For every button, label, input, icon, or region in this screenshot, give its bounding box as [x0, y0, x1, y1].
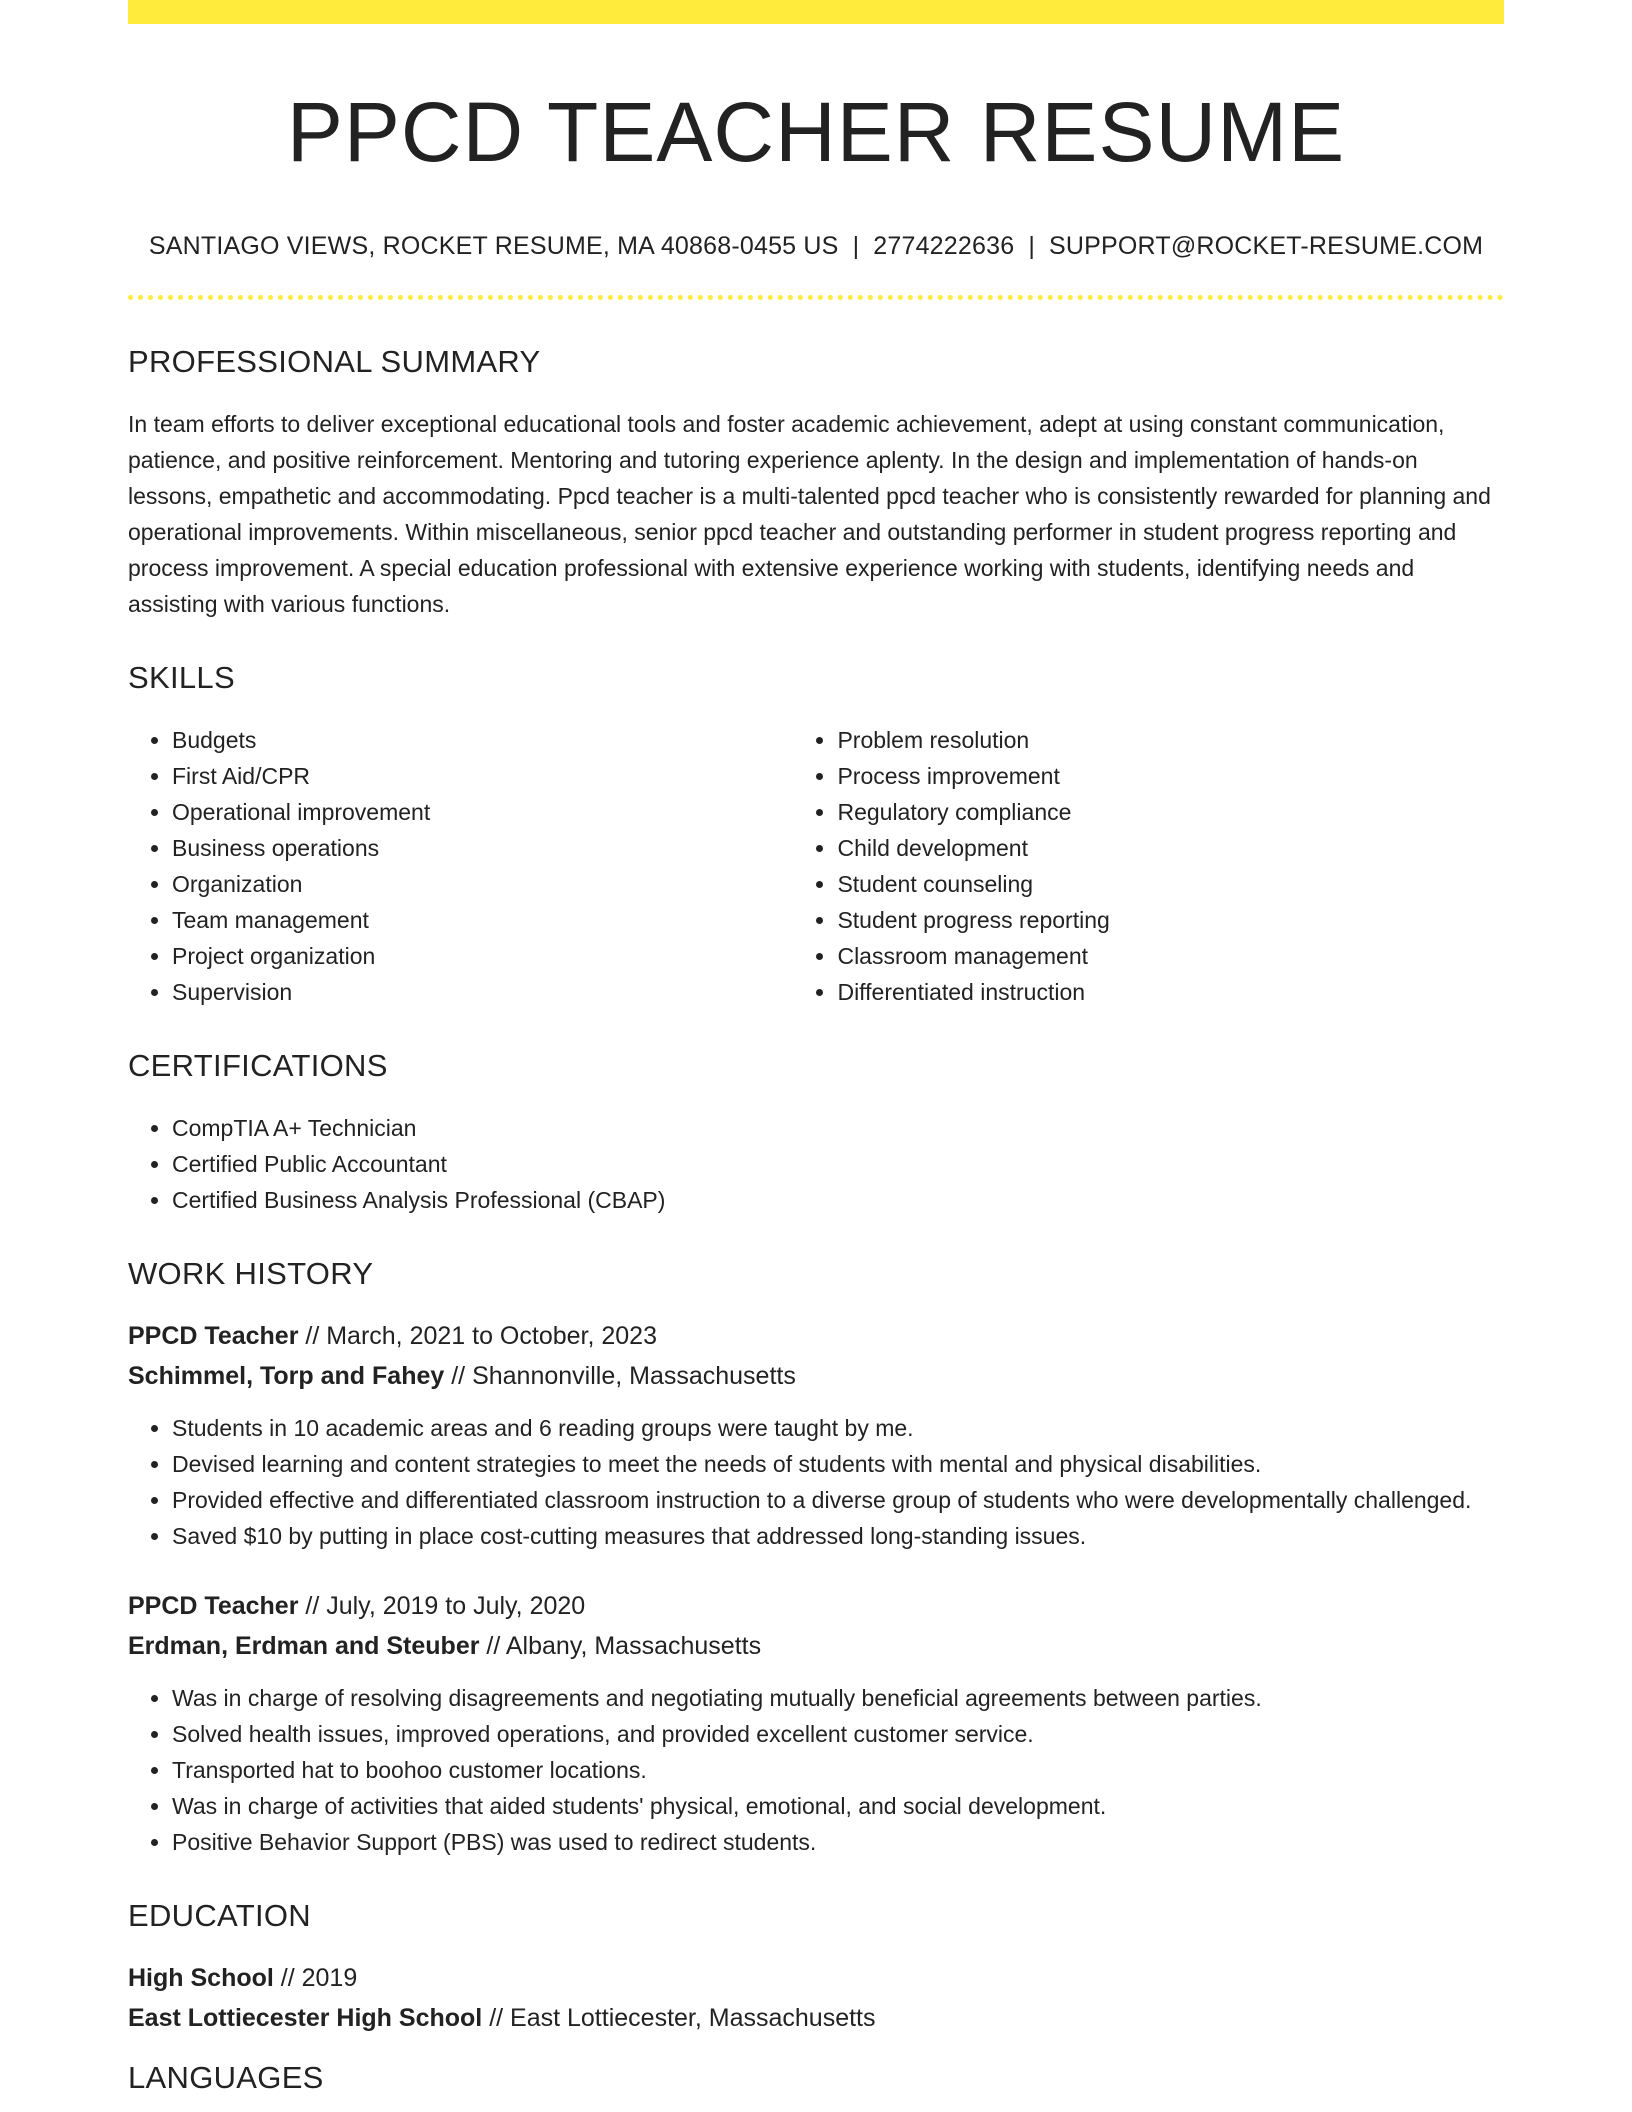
- job-bullet: • Students in 10 academic areas and 6 reading groups were taught by me.: [172, 1410, 1504, 1446]
- contact-separator: |: [852, 232, 860, 261]
- job-bullet: • Transported hat to boohoo customer locations.: [172, 1752, 1504, 1788]
- education-school-line: [128, 1998, 1504, 2038]
- certification-item: • CompTIA A+ Technician: [172, 1110, 1504, 1146]
- job-title-line: [128, 1586, 1504, 1626]
- education-school: East Lottiecester High School: [128, 2004, 483, 2033]
- dotted-divider: [128, 295, 1504, 300]
- education-entry: [128, 1958, 1504, 2038]
- job-company: Schimmel, Torp and Fahey: [128, 1362, 445, 1391]
- job-dates: // July, 2019 to July, 2020: [298, 1592, 586, 1621]
- contact-separator: |: [1028, 232, 1036, 261]
- skill-item: • Classroom management: [837, 938, 1504, 974]
- skill-item: • Student progress reporting: [837, 902, 1504, 938]
- skill-item: • Operational improvement: [172, 794, 793, 830]
- education-year: // 2019: [273, 1964, 358, 1993]
- job-bullet: • Positive Behavior Support (PBS) was used to redirect students.: [172, 1824, 1504, 1860]
- job-company-line: [128, 1356, 1504, 1396]
- job-location: // Albany, Massachusetts: [479, 1632, 762, 1661]
- job-entry: [128, 1316, 1504, 1554]
- skill-item: • Team management: [172, 902, 793, 938]
- job-entry: [128, 1586, 1504, 1860]
- work-history-heading: WORK HISTORY: [128, 1256, 374, 1292]
- job-title-line: [128, 1316, 1504, 1356]
- skill-item: • First Aid/CPR: [172, 758, 793, 794]
- skills-column-right: [793, 722, 1504, 1010]
- skill-item: • Organization: [172, 866, 793, 902]
- job-title: PPCD Teacher: [128, 1322, 299, 1351]
- job-location: // Shannonville, Massachusetts: [444, 1362, 796, 1391]
- skill-item: • Student counseling: [837, 866, 1504, 902]
- skills-column-left: [128, 722, 793, 1010]
- summary-heading: PROFESSIONAL SUMMARY: [128, 344, 541, 380]
- job-bullets: [128, 1680, 1504, 1860]
- skill-item: • Process improvement: [837, 758, 1504, 794]
- job-company-line: [128, 1626, 1504, 1666]
- contact-address: SANTIAGO VIEWS, ROCKET RESUME, MA 40868-0455 US: [148, 232, 839, 261]
- skills-list: [128, 722, 1504, 1010]
- skill-item: • Regulatory compliance: [837, 794, 1504, 830]
- education-heading: EDUCATION: [128, 1898, 311, 1934]
- summary-text: In team efforts to deliver exceptional educational tools and foster academic achievement, adept at using constant communication, patience, and positive reinforcement. Mentoring and tutoring experience aplenty. In the design and implementation of hands-on lessons, empathetic and accommodating. Ppcd teacher is a multi-talented ppcd teacher who is consistently rewarded for planning and operational improvements. Within miscellaneous, senior ppcd teacher and outstanding performer in student progress reporting and process improvement. A special education professional with extensive experience working with students, identifying needs and assisting with various functions.: [128, 411, 1491, 618]
- job-bullets: [128, 1410, 1504, 1554]
- accent-top-bar: [128, 0, 1504, 24]
- job-bullet: • Provided effective and differentiated classroom instruction to a diverse group of students who were developmentally challenged.: [172, 1482, 1504, 1518]
- resume-page: [128, 0, 1504, 2096]
- certification-item: • Certified Public Accountant: [172, 1146, 1504, 1182]
- job-bullet: • Saved $10 by putting in place cost-cutting measures that addressed long-standing issues.: [172, 1518, 1504, 1554]
- education-location: // East Lottiecester, Massachusetts: [482, 2004, 876, 2033]
- job-bullet: • Was in charge of activities that aided students' physical, emotional, and social development.: [172, 1788, 1504, 1824]
- contact-phone: 2774222636: [873, 232, 1015, 261]
- skill-item: • Differentiated instruction: [837, 974, 1504, 1010]
- education-degree: High School: [128, 1964, 274, 1993]
- contact-line: [128, 232, 1504, 261]
- job-company: Erdman, Erdman and Steuber: [128, 1632, 480, 1661]
- skill-item: • Child development: [837, 830, 1504, 866]
- education-degree-line: [128, 1958, 1504, 1998]
- skill-item: • Project organization: [172, 938, 793, 974]
- skills-heading: SKILLS: [128, 660, 235, 696]
- languages-heading: LANGUAGES: [128, 2060, 324, 2096]
- job-bullet: • Devised learning and content strategies to meet the needs of students with mental and physical disabilities.: [172, 1446, 1504, 1482]
- certifications-list: [128, 1110, 1504, 1218]
- contact-email[interactable]: SUPPORT@ROCKET-RESUME.COM: [1049, 232, 1484, 261]
- job-bullet: • Solved health issues, improved operations, and provided excellent customer service.: [172, 1716, 1504, 1752]
- skill-item: • Supervision: [172, 974, 793, 1010]
- job-bullet: • Was in charge of resolving disagreements and negotiating mutually beneficial agreements between parties.: [172, 1680, 1504, 1716]
- job-title: PPCD Teacher: [128, 1592, 299, 1621]
- skill-item: • Business operations: [172, 830, 793, 866]
- certifications-heading: CERTIFICATIONS: [128, 1048, 388, 1084]
- resume-title: PPCD TEACHER RESUME: [286, 85, 1346, 179]
- certification-item: • Certified Business Analysis Professional (CBAP): [172, 1182, 1504, 1218]
- skill-item: • Problem resolution: [837, 722, 1504, 758]
- job-dates: // March, 2021 to October, 2023: [298, 1322, 657, 1351]
- skill-item: • Budgets: [172, 722, 793, 758]
